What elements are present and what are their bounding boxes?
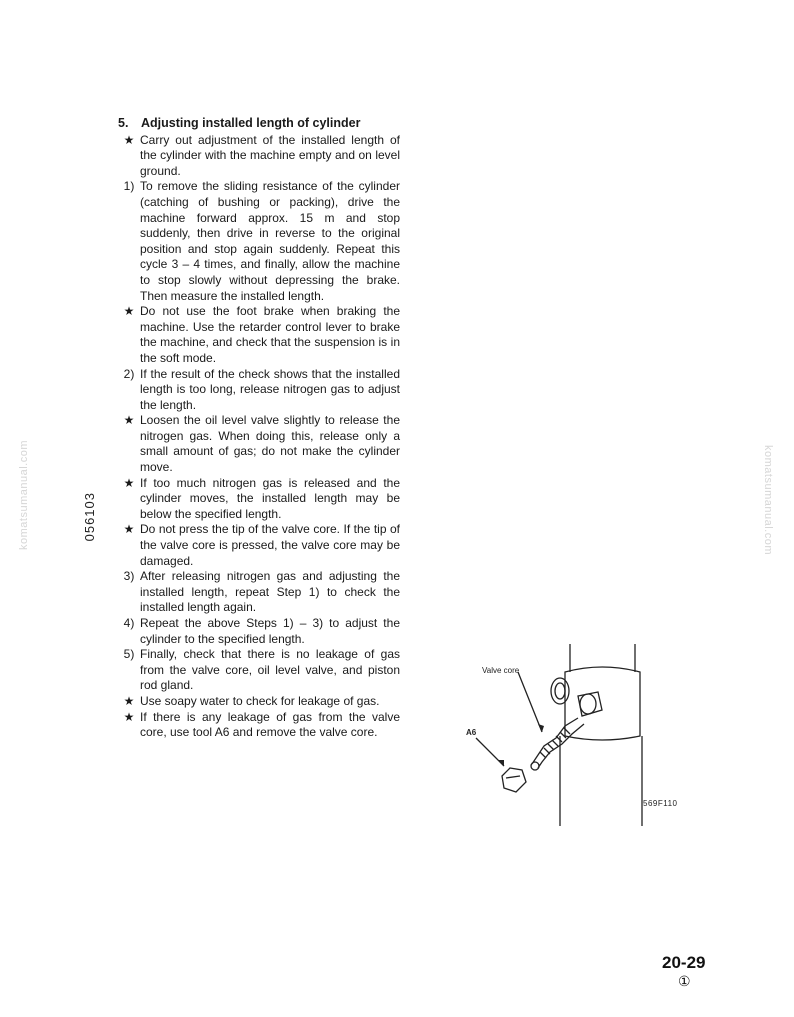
label-valve-core: Valve core — [482, 666, 520, 675]
instruction-marker: 4) — [123, 616, 135, 630]
instruction-marker: ★ — [123, 709, 135, 724]
section-title: Adjusting installed length of cylinder — [141, 116, 361, 130]
instruction-marker: 2) — [123, 366, 135, 381]
instruction-text: Do not use the foot brake when braking the machine. Use the retarder control lever to brake the machine, and check that the suspension is in the soft mode. — [140, 304, 400, 365]
instruction-text: After releasing nitrogen gas and adjusting the installed length, repeat Step 1) to check the installed length again. — [140, 569, 400, 615]
watermark-left: komatsumanual.com — [18, 440, 30, 550]
instruction-marker: ★ — [123, 522, 135, 537]
instruction-item — [118, 179, 400, 304]
instruction-item — [118, 522, 400, 569]
instruction-item — [118, 647, 400, 694]
section-content — [118, 116, 400, 741]
section-heading — [118, 116, 400, 132]
instruction-text: If the result of the check shows that the installed length is too long, release nitrogen gas to adjust the length. — [140, 366, 400, 412]
instruction-marker: ★ — [123, 693, 135, 708]
instruction-marker: ★ — [123, 413, 135, 428]
instruction-item — [118, 367, 400, 414]
side-code: 056103 — [82, 492, 97, 542]
instruction-marker: ★ — [123, 475, 135, 490]
instruction-list — [118, 133, 400, 741]
instruction-text: Use soapy water to check for leakage of gas. — [140, 693, 380, 708]
instruction-text: Repeat the above Steps 1) – 3) to adjust the cylinder to the specified length. — [140, 616, 400, 646]
instruction-item — [118, 133, 400, 180]
instruction-text: Finally, check that there is no leakage of gas from the valve core, oil level valve, and piston rod gland. — [140, 647, 400, 693]
instruction-item — [118, 413, 400, 475]
instruction-text: Do not press the tip of the valve core. If the tip of the valve core is pressed, the valve core may be damaged. — [140, 522, 400, 568]
instruction-text: Loosen the oil level valve slightly to release the nitrogen gas. When doing this, release only a small amount of gas; do not make the cylinder move. — [140, 413, 400, 475]
instruction-item — [118, 476, 400, 523]
instruction-marker: 3) — [123, 569, 135, 584]
instruction-marker: 5) — [123, 647, 135, 662]
instruction-item — [118, 304, 400, 366]
instruction-text: To remove the sliding resistance of the cylinder (catching of bushing or packing), drive the machine forward approx. 15 m and stop suddenly, then drive in reverse to the original position and stop again suddenly. Repeat this cycle 3 – 4 times, and finally, allow the machine to stop slowly without depressing the brake. Then measure the installed length. — [140, 179, 400, 303]
section-number: 5. — [118, 116, 129, 130]
instruction-item — [118, 694, 400, 710]
instruction-item — [118, 569, 400, 616]
instruction-text: If too much nitrogen gas is released and the cylinder moves, the installed length may be below the specified length. — [140, 475, 400, 521]
instruction-item — [118, 616, 400, 647]
instruction-text: If there is any leakage of gas from the valve core, use tool A6 and remove the valve core. — [140, 709, 400, 740]
watermark-right: komatsumanual.com — [762, 445, 774, 555]
instruction-marker: ★ — [123, 132, 135, 147]
label-tool-a6: A6 — [466, 728, 477, 737]
instruction-text: Carry out adjustment of the installed length of the cylinder with the machine empty and on level ground. — [140, 132, 400, 178]
page-number: 20-29 — [662, 953, 706, 972]
instruction-item — [118, 710, 400, 741]
instruction-marker: 1) — [123, 179, 135, 194]
instruction-marker: ★ — [123, 304, 135, 319]
revision-mark: ① — [678, 973, 691, 989]
valve-core-figure — [460, 636, 720, 836]
figure-code: 569F110 — [643, 799, 678, 808]
